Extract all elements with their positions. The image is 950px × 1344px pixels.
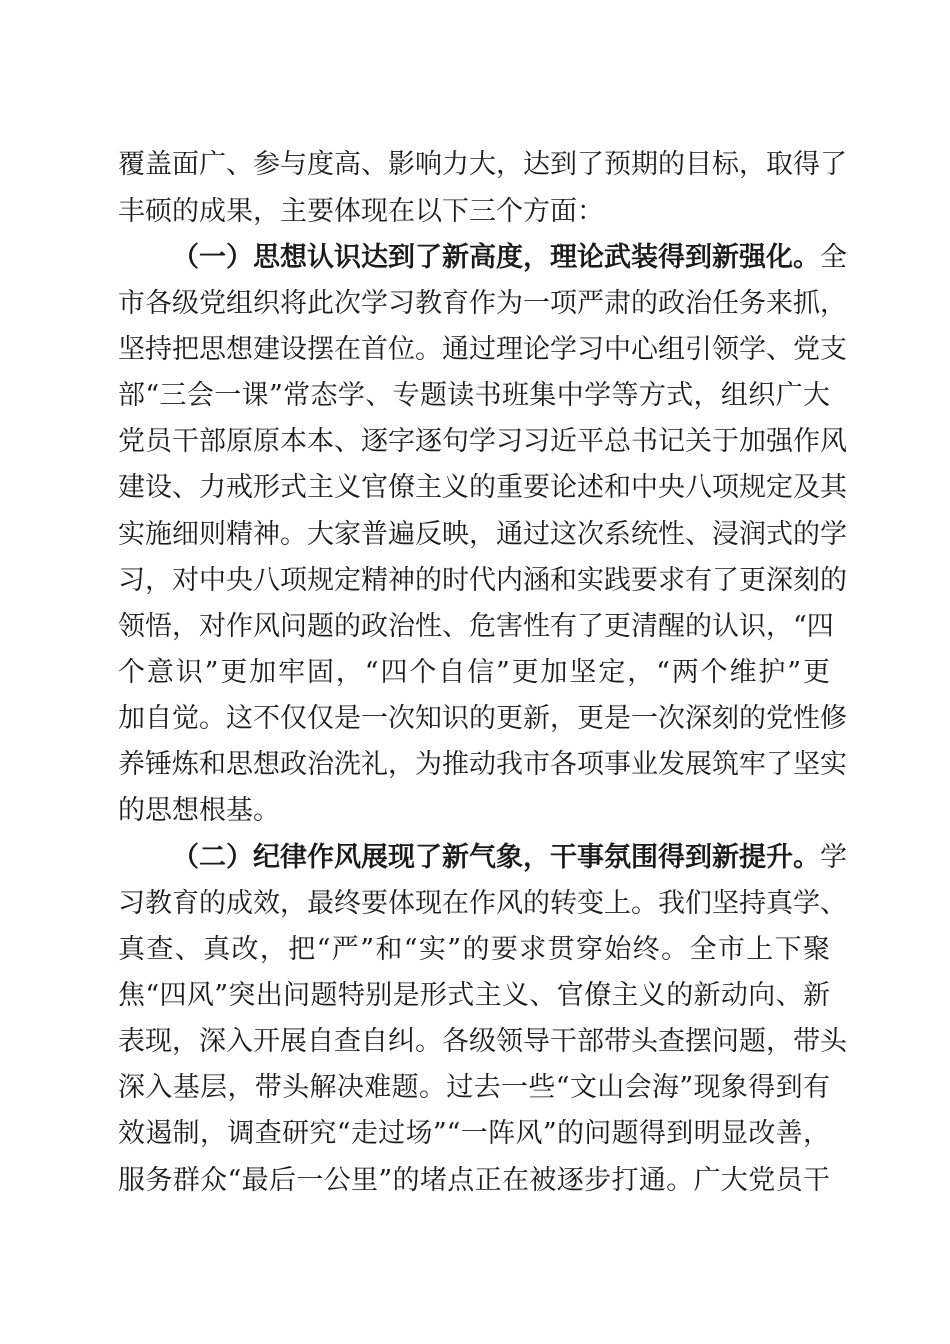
text-line: 的思想根基。 [118,795,280,826]
text-line: 服务群众“最后一公里”的堵点正在被逐步打通。广大党员干 [118,1165,830,1196]
text-line: 深入基层，带头解决难题。过去一些“文山会海”现象得到有 [118,1072,830,1103]
text-line: 真查、真改，把“严”和“实”的要求贯穿始终。全市上下聚 [118,934,830,965]
text-line: 建设、力戒形式主义官僚主义的重要论述和中央八项规定及其 [118,472,847,503]
text-line: 习，对中央八项规定精神的时代内涵和实践要求有了更深刻的 [118,565,847,596]
text-line: 效遏制，调查研究“走过场”“一阵风”的问题得到明显改善， [118,1118,830,1149]
text-line: 党员干部原原本本、逐字逐句学习习近平总书记关于加强作风 [118,426,847,457]
text-line: 养锤炼和思想政治洗礼，为推动我市各项事业发展筑牢了坚实 [118,749,847,780]
section-heading: （一）思想认识达到了新高度，理论武装得到新强化。 [172,242,820,273]
text-line: 个意识”更加牢固，“四个自信”更加坚定，“两个维护”更 [118,657,830,688]
text-line: 部“三会一课”常态学、专题读书班集中学等方式，组织广大 [118,380,830,411]
text-run: 学 [820,842,847,873]
text-line: 市各级党组织将此次学习教育作为一项严肃的政治任务来抓， [118,288,847,319]
text-line: 习教育的成效，最终要体现在作风的转变上。我们坚持真学、 [118,888,847,919]
text-line: 坚持把思想建设摆在首位。通过理论学习中心组引领学、党支 [118,334,847,365]
paragraph-first-line [172,838,847,878]
text-line: 覆盖面广、参与度高、影响力大，达到了预期的目标，取得了 [118,149,847,180]
text-line: 表现，深入开展自查自纠。各级领导干部带头查摆问题，带头 [118,1026,847,1057]
text-line: 领悟，对作风问题的政治性、危害性有了更清醒的认识，“四 [118,611,834,642]
text-run: 全 [820,242,847,273]
text-line: 焦“四风”突出问题特别是形式主义、官僚主义的新动向、新 [118,980,830,1011]
paragraph-first-line [172,238,847,278]
section-heading: （二）纪律作风展现了新气象，干事氛围得到新提升。 [172,842,820,873]
text-line: 实施细则精神。大家普遍反映，通过这次系统性、浸润式的学 [118,519,847,550]
text-line: 丰硕的成果，主要体现在以下三个方面： [118,196,604,227]
text-line: 加自觉。这不仅仅是一次知识的更新，更是一次深刻的党性修 [118,703,847,734]
